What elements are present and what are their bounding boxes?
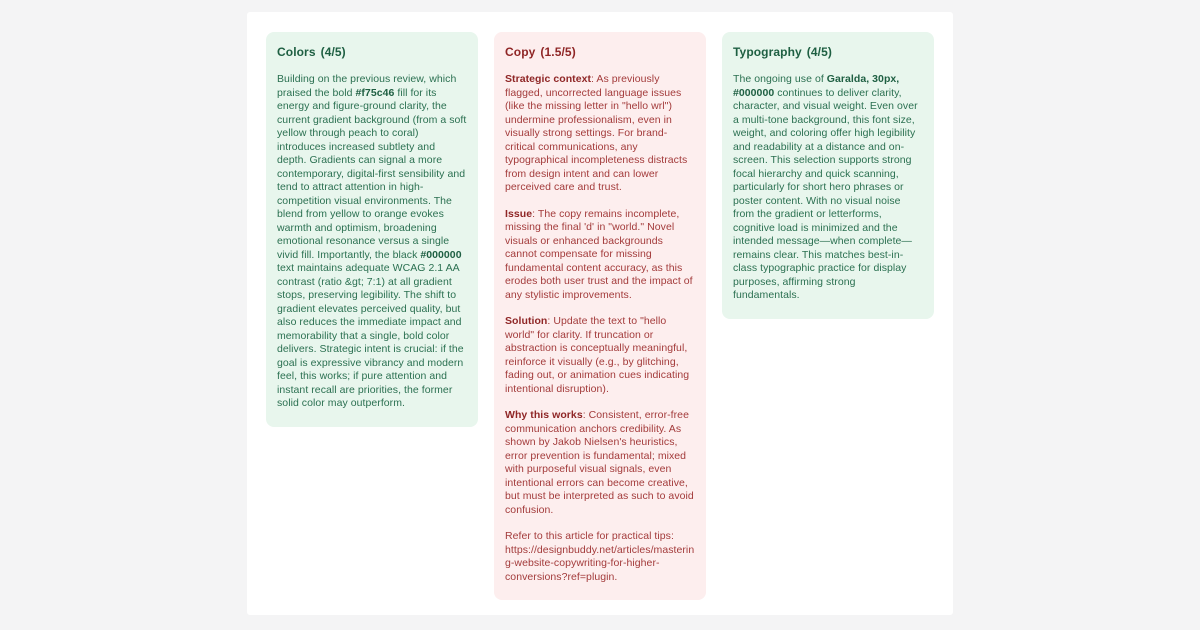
card-paragraph (277, 73, 467, 411)
card-score: (1.5/5) (540, 45, 576, 59)
card-title-label: Colors (277, 45, 316, 59)
emphasized-text: #000000 (420, 248, 462, 261)
card-paragraph (733, 73, 923, 303)
emphasized-text: Why this works (505, 409, 583, 421)
copy-review-card (494, 32, 706, 600)
body-text: : Consistent, error-free communication anchors credibility. As shown by Jakob Nielsen's heuristics, error prevention is fundamental; mixed with purposeful visual signals, even intentional errors can become creative, but must be interpreted as such to avoid confusion. (505, 409, 694, 516)
body-text: : The copy remains incomplete, missing the final 'd' in "world." Novel visuals or enhanced backgrounds cannot compensate for missing fundamental content accuracy, as this erodes both user trust and the impact of any stylistic improvements. (505, 207, 693, 301)
body-text: text maintains adequate WCAG 2.1 AA contrast (ratio &gt; 7:1) at all gradient stops, preserving legibility. The shift to gradient elevates perceived quality, but also reduces the immediate impact and memorability that a single, bold color delivers. Strategic intent is crucial: if the goal is expressive vibrancy and modern feel, this works; if pure attention and instant recall are priorities, the former solid color may outperform. (277, 262, 464, 409)
card-body-colors (277, 73, 467, 411)
card-title-copy (505, 45, 695, 59)
body-text: The ongoing use of (733, 73, 827, 85)
card-title-label: Copy (505, 45, 536, 59)
body-text: fill for its energy and figure-ground clarity, the current gradient background (from a soft yellow through peach to coral) introduces increased subtlety and depth. Gradients can signal a more contemporary, digital-first sensibility and tend to attract attention in high-competition visual environments. The blend from yellow to orange evokes warmth and optimism, broadening emotional resonance versus a single vivid fill. Importantly, the black (277, 86, 467, 261)
design-review-panel (247, 12, 953, 615)
typography-review-card (722, 32, 934, 319)
card-paragraph (505, 208, 695, 303)
colors-review-card (266, 32, 478, 427)
emphasized-text: #f75c46 (355, 86, 395, 99)
emphasized-text: Issue (505, 207, 533, 220)
emphasized-text: Solution (505, 315, 548, 327)
card-body-copy (505, 73, 695, 584)
review-cards-row (247, 12, 953, 620)
card-paragraph (505, 530, 695, 584)
card-title-label: Typography (733, 45, 802, 59)
card-score: (4/5) (320, 45, 346, 59)
body-text: Refer to this article for practical tips: https://designbuddy.net/articles/mastering-website-copywriting-for-higher-conversions?ref=plugin. (505, 530, 695, 583)
card-paragraph (505, 73, 695, 195)
body-text: Building on the previous review, which praised the bold (277, 73, 457, 99)
card-title-colors (277, 45, 467, 59)
emphasized-text: Garalda, 30px, #000000 (733, 73, 900, 99)
card-paragraph (505, 315, 695, 396)
body-text: : As previously flagged, uncorrected language issues (like the missing letter in "hello wrl") undermine professionalism, even in visually strong settings. For brand-critical communications, any typographical incompleteness distracts from design intent and can lower perceived care and trust. (505, 73, 688, 193)
card-paragraph (505, 409, 695, 517)
card-title-typography (733, 45, 923, 59)
body-text: : Update the text to "hello world" for clarity. If truncation or abstraction is conceptually meaningful, reinforce it visually (e.g., by glitching, fading out, or animation cues indicating intentional disruption). (505, 315, 690, 395)
body-text: continues to deliver clarity, character, and visual weight. Even over a multi-tone background, this font size, weight, and coloring offer high legibility and readability at a distance and on-screen. This selection supports strong focal hierarchy and quick scanning, particularly for short hero phrases or poster content. With no visual noise from the gradient or letterforms, cognitive load is minimized and the intended message—when complete—remains clear. This matches best-in-class typographic practice for display purposes, affirming strong fundamentals. (733, 86, 918, 301)
card-score: (4/5) (806, 45, 832, 59)
card-body-typography (733, 73, 923, 303)
emphasized-text: Strategic context (505, 73, 592, 85)
